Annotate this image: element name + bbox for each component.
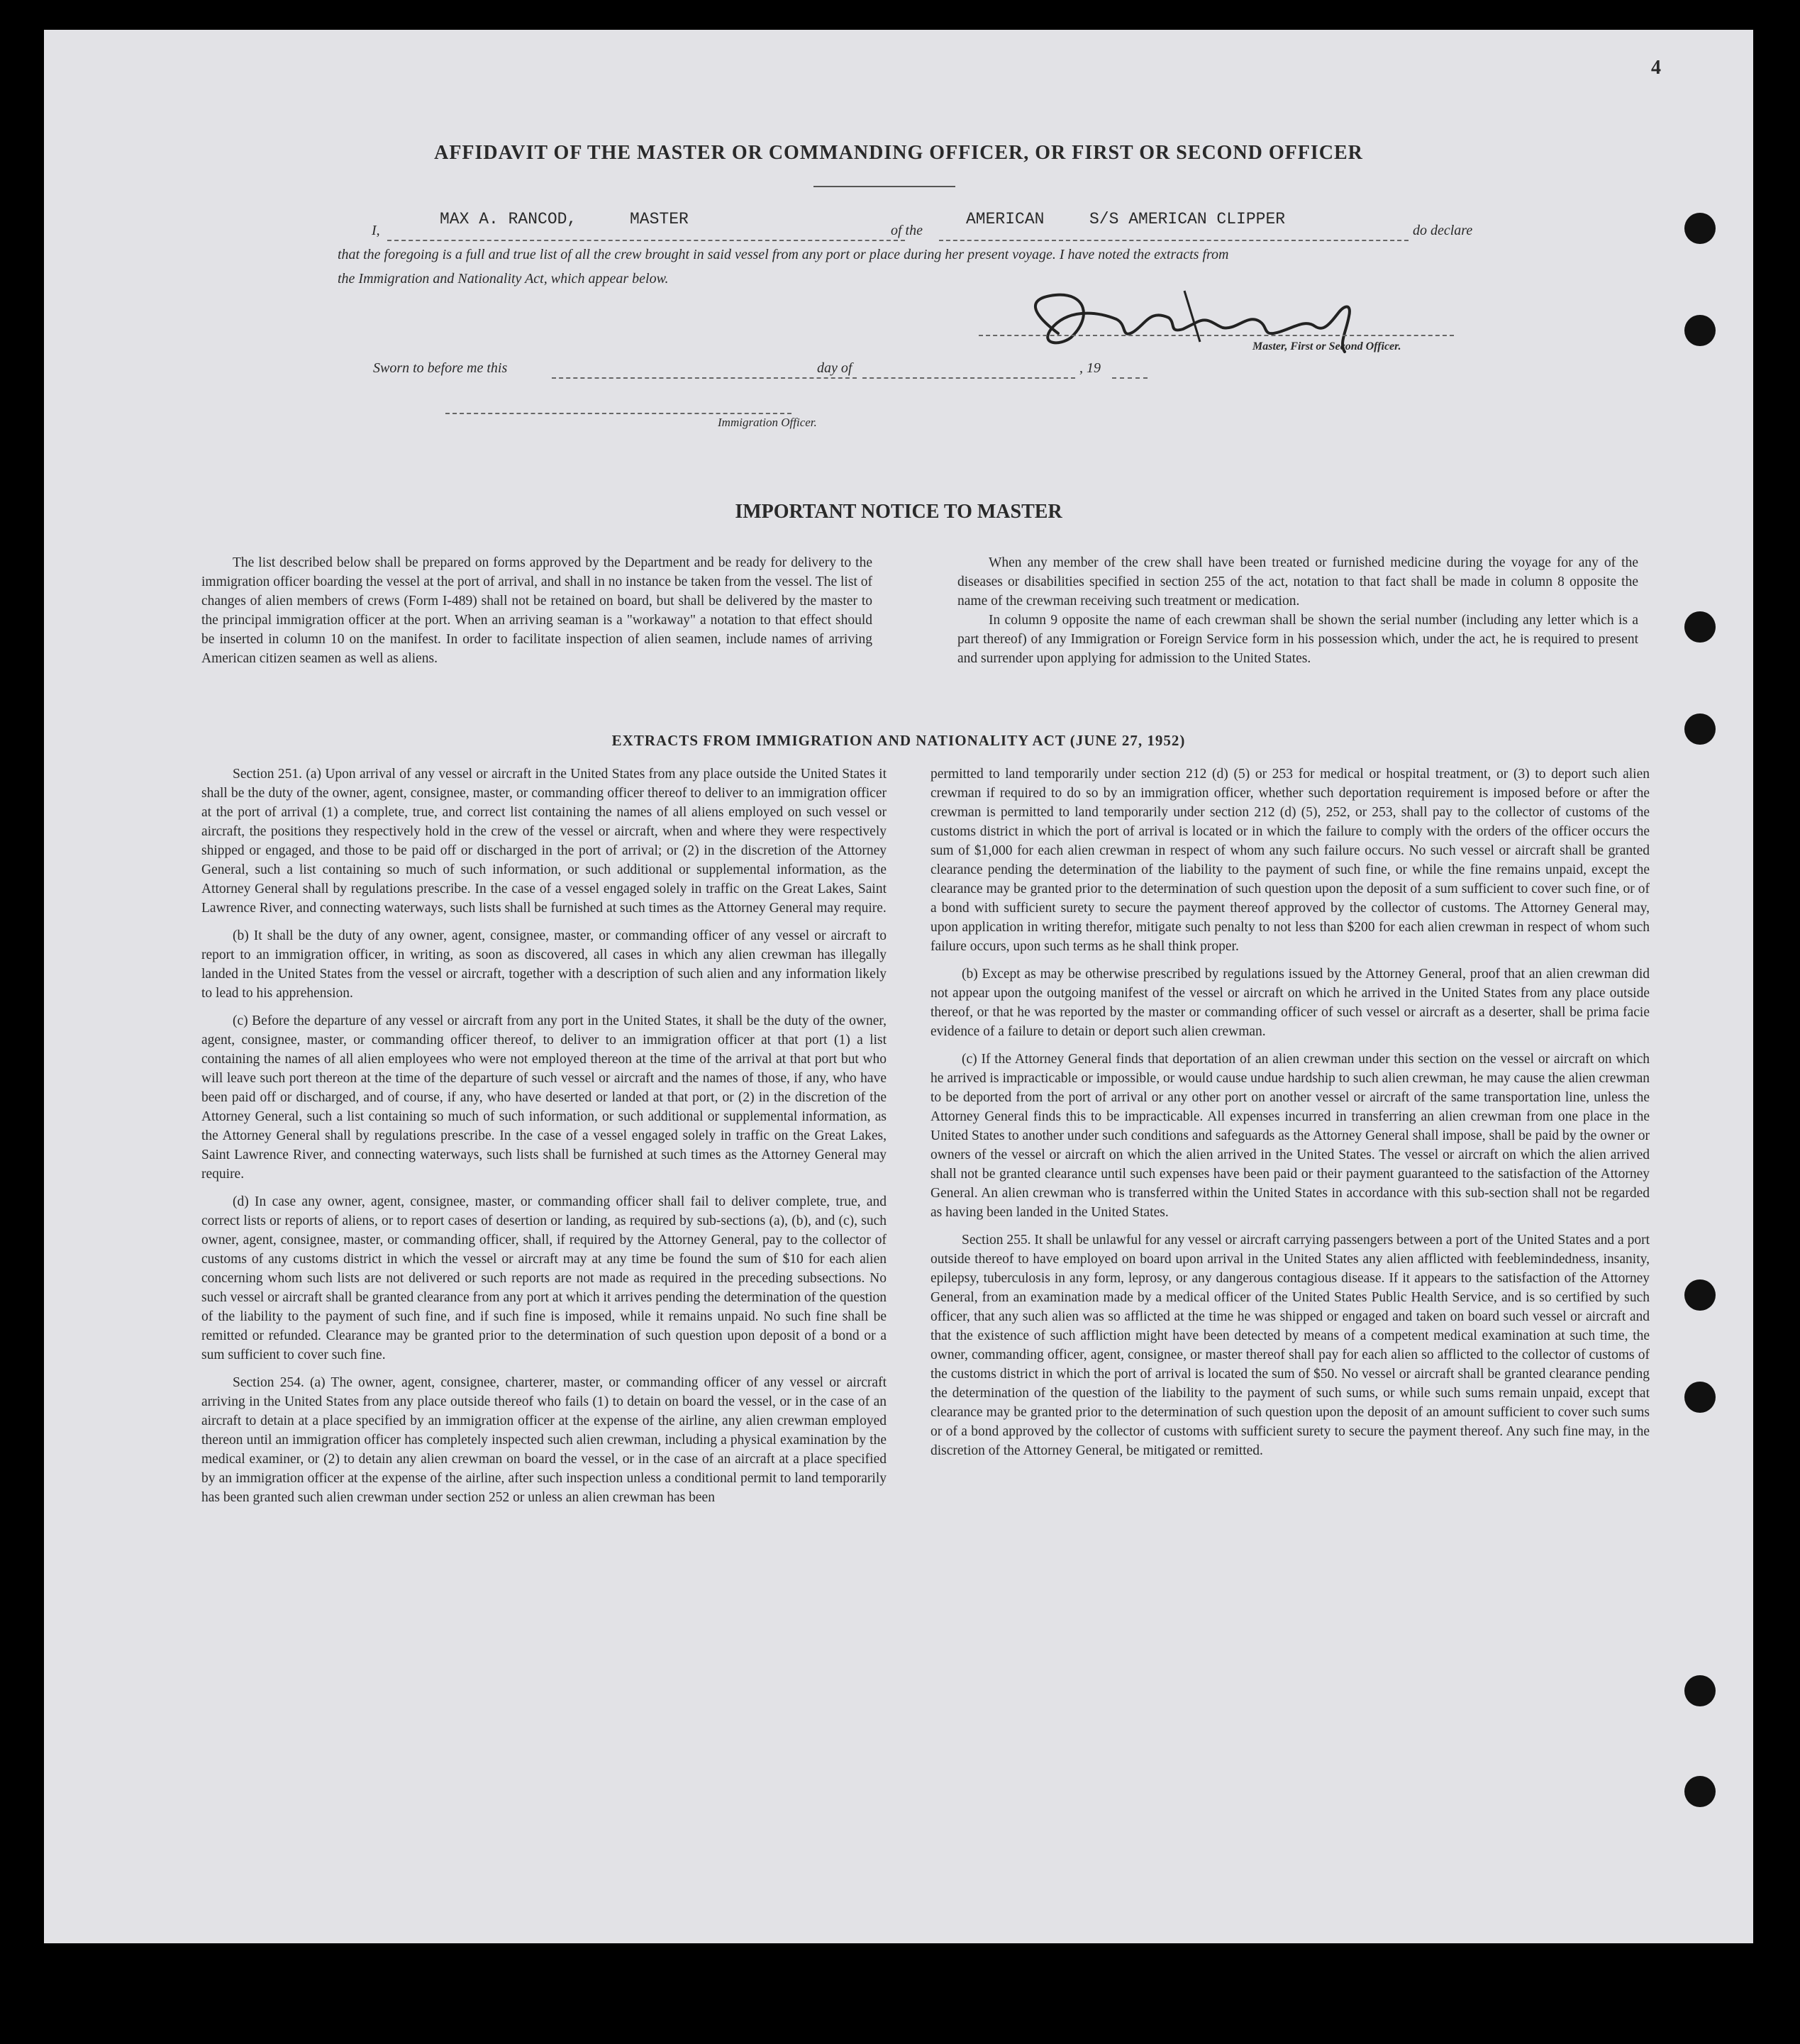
signature-caption: Master, First or Second Officer.: [1252, 340, 1401, 352]
punch-hole: [1684, 213, 1716, 244]
punch-hole: [1684, 611, 1716, 643]
sworn-month-line: [862, 377, 1075, 379]
section-254b: (b) Except as may be otherwise prescribed by regulations issued by the Attorney General, proof that an alien crewman did not appear upon the outgoing manifest of the vessel or aircraft on which he arrived in the United States from any place outside thereof, or that he was reported by the master or commanding officer of such vessel or aircraft as a deserter, shall be prima facie evidence of a failure to detain or deport such alien crewman.: [930, 967, 1650, 1039]
extracts-heading: EXTRACTS FROM IMMIGRATION AND NATIONALITY ACT (JUNE 27, 1952): [611, 732, 1186, 749]
corner-page-mark: 4: [1651, 57, 1661, 79]
notice-right-column: [957, 553, 1638, 677]
do-declare-label: do declare: [1413, 223, 1473, 238]
master-signature: [1009, 268, 1406, 374]
declaration-line-1: that the foregoing is a full and true list of all the crew brought in said vessel from any port or place during her present voyage. I have noted the extracts from: [338, 247, 1229, 262]
sworn-year-line: [1112, 377, 1148, 379]
section-251c: (c) Before the departure of any vessel or aircraft from any port in the United States, it shall be the duty of the owner, agent, consignee, master, or commanding officer thereof, to deliver to an immigration officer at that port (1) a list containing the names of all alien employees who were not employed thereon at the time of the arrival at that port but who will leave such port thereon at the time of the departure of such vessel or aircraft and the names of those, if any, who have been paid off or discharged, and of course, if any, who have deserted or landed at that port, or (2) in the discretion of the Attorney General, such a list containing so much of such information, or such additional or supplemental information, as the Attorney General shall by regulations prescribe. In the case of a vessel engaged solely in traffic on the Great Lakes, Saint Lawrence River, and connecting waterways, such lists shall be furnished at such times as the Attorney General may require.: [201, 1013, 887, 1182]
master-rank-field: MASTER: [630, 210, 689, 228]
section-251a: Section 251. (a) Upon arrival of any vessel or aircraft in the United States from any place outside the United States it shall be the duty of the owner, agent, consignee, master, or commanding officer thereof to deliver to an immigration officer at the port of arrival (1) a complete, true, and correct list containing the names of all aliens employed on such vessel or aircraft, the positions they respectively hold in the crew of the vessel or aircraft, when and where they were respectively shipped or engaged, and those to be paid off or discharged in the port of arrival; or (2) in the discretion of the Attorney General, such a list containing so much of such information, or such additional or supplemental information, as the Attorney General shall by regulations prescribe. In the case of a vessel engaged solely in traffic on the Great Lakes, Saint Lawrence River, and connecting waterways, such lists shall be furnished at such times as the Attorney General may require.: [201, 767, 887, 916]
title-divider: [813, 186, 955, 187]
punch-hole: [1684, 1776, 1716, 1807]
punch-hole: [1684, 1675, 1716, 1706]
vessel-name-field: S/S AMERICAN CLIPPER: [1089, 210, 1286, 228]
punch-hole: [1684, 1382, 1716, 1413]
notice-left-column: [201, 553, 872, 677]
signature-line: [979, 335, 1454, 336]
sworn-label: Sworn to before me this: [373, 360, 508, 376]
section-254a-continued: permitted to land temporarily under section 212 (d) (5) or 253 for medical or hospital treatment, or (3) to deport such alien crewman if required to do so by an immigration officer, whether such deportation requirement is imposed before or after the crewman is permitted to land temporarily under section 212 (d) (5), 252, or 253, shall pay to the collector of customs of the customs district in which the port of arrival is located or in which the failure to comply with the orders of the officer occurs the sum of $1,000 for each alien crewman in respect of whom any such failure occurs. No such vessel or aircraft shall be granted clearance pending the determination of the liability to the payment of such fine, or while the fine remains unpaid, except the clearance may be granted prior to the determination of such question upon the deposit of a sum sufficient to cover such fine, or of a bond with sufficient surety to secure the payment thereof approved by the collector of customs. The Attorney General may, upon application in writing therefor, mitigate such penalty to not less than $200 for each alien crewman in respect of whom such failure occurs, upon such terms as he shall think proper.: [930, 767, 1650, 954]
extracts-right-column: [930, 765, 1650, 1469]
master-name-field: MAX A. RANCOD,: [440, 210, 577, 228]
vessel-line: [939, 240, 1409, 241]
notice-right-paragraph-1: When any member of the crew shall have been treated or furnished medicine during the voyage for any of the diseases or disabilities specified in section 255 of the act, notation to that fact shall be made in column 8 opposite the name of the crewman receiving such treatment or medication.: [957, 555, 1638, 609]
master-name-line: [387, 240, 905, 241]
section-254a: Section 254. (a) The owner, agent, consignee, charterer, master, or commanding officer of any vessel or aircraft arriving in the United States from any place outside thereof who fails (1) to detain on board the vessel, or in the case of an aircraft to detain at a place specified by an immigration officer at the expense of the airline, any alien crewman employed thereon until an immigration officer has completely inspected such alien crewman, including a physical examination by the medical examiner, or (2) to detain any alien crewman on board the vessel, or in the case of an aircraft at a place specified by an immigration officer at the expense of the airline, after such inspection unless a conditional permit to land temporarily has been granted such alien crewman under section 252 or unless an alien crewman has been: [201, 1375, 887, 1505]
section-255: Section 255. It shall be unlawful for any vessel or aircraft carrying passengers between a port of the United States and a port outside thereof to have employed on board upon arrival in the United States any alien afflicted with feeblemindedness, insanity, epilepsy, tuberculosis in any form, leprosy, or any dangerous contagious disease. If it appears to the satisfaction of the Attorney General, from an examination made by a medical officer of the United States Public Health Service, and is so certified by such officer, that any such alien was so afflicted at the time he was shipped or engaged and taken on board such vessel or aircraft and that the existence of such affliction might have been detected by means of a competent medical examination at such time, the owner, commanding officer, agent, consignee, or master thereof shall pay for each alien so afflicted to the collector of customs of the customs district in which the port of arrival is located the sum of $50. No vessel or aircraft shall be granted clearance pending the determination of the question of the liability to the payment of such sums, or while such sums remain unpaid, except that clearance may be granted prior to the determination of such question upon the deposit of an amount sufficient to cover such sums or of a bond approved by the collector of customs with sufficient surety to secure the payment thereof. Any such fine may, in the discretion of the Attorney General, be mitigated or remitted.: [930, 1233, 1650, 1458]
section-251b: (b) It shall be the duty of any owner, agent, consignee, master, or commanding officer of any vessel or aircraft to report to an immigration officer, in writing, as soon as discovered, all cases in which any alien crewman has illegally landed in the United States from the vessel or aircraft, together with a description of such alien and any information likely to lead to his apprehension.: [201, 928, 887, 1001]
declaration-line-2: the Immigration and Nationality Act, which appear below.: [338, 271, 669, 287]
nationality-field: AMERICAN: [966, 210, 1045, 228]
affidavit-title: AFFIDAVIT OF THE MASTER OR COMMANDING OFFICER, OR FIRST OR SECOND OFFICER: [434, 142, 1363, 164]
notice-right-paragraph-2: In column 9 opposite the name of each crewman shall be shown the serial number (including any letter which is a part thereof) of any Immigration or Foreign Service form in his possession which, under the act, he is required to present and surrender upon applying for admission to the United States.: [957, 613, 1638, 666]
notice-left-paragraph: The list described below shall be prepared on forms approved by the Department and be ready for delivery to the immigration officer boarding the vessel at the port of arrival, and shall in no instance be taken from the vessel. The list of changes of alien members of crews (Form I-489) shall not be retained on board, but shall be delivered by the master to the principal immigration officer at the port. When an arriving seaman is a "workaway" a notation to that effect should be inserted in column 10 on the manifest. In order to facilitate inspection of alien seamen, include names of arriving American citizen seamen as well as aliens.: [201, 555, 872, 666]
punch-hole: [1684, 713, 1716, 745]
sworn-day-line: [552, 377, 857, 379]
punch-hole: [1684, 315, 1716, 346]
extracts-left-column: [201, 765, 887, 1516]
i-label: I,: [372, 223, 380, 238]
punch-hole: [1684, 1279, 1716, 1311]
officer-signature-line: [445, 413, 791, 414]
day-of-label: day of: [817, 360, 852, 376]
notice-heading: IMPORTANT NOTICE TO MASTER: [735, 501, 1062, 523]
section-254c: (c) If the Attorney General finds that deportation of an alien crewman under this section on the vessel or aircraft on which he arrived is impracticable or impossible, or would cause undue hardship to such alien crewman, he may cause the alien crewman to be deported from the port of arrival or any other port on another vessel or aircraft of the same transportation line, unless the Attorney General finds this to be impracticable. All expenses incurred in transferring an alien crewman from one place in the United States to another under such conditions and safeguards as the Attorney General shall impose, shall be paid by the owner or owners of the vessel or aircraft on which the alien arrived in the United States. The vessel or aircraft on which the alien arrived shall not be granted clearance until such expenses have been paid or their payment guaranteed to the satisfaction of the Attorney General. An alien crewman who is transferred within the United States in accordance with this sub-section shall not be regarded as having been landed in the United States.: [930, 1052, 1650, 1220]
of-the-label: of the: [891, 223, 923, 238]
document-page: [44, 30, 1753, 1943]
officer-caption: Immigration Officer.: [718, 416, 817, 429]
year-label: , 19: [1079, 360, 1101, 376]
section-251d: (d) In case any owner, agent, consignee, master, or commanding officer shall fail to deliver complete, true, and correct lists or reports of aliens, or to report cases of desertion or landing, as required by sub-sections (a), (b), and (c), such owner, agent, consignee, master, or commanding officer, shall, if required by the Attorney General, pay to the collector of customs of any customs district in which the vessel or aircraft may at any time be found the sum of $10 for each alien concerning whom such lists are not delivered or such reports are not made as required in the preceding subsections. No such vessel or aircraft shall be granted clearance from any port at which it arrives pending the determination of the question of the liability to the payment of such fine, and if such fine is imposed, while it remains unpaid. No such fine shall be remitted or refunded. Clearance may be granted prior to the determination of such question upon deposit of a bond or a sum sufficient to cover such fine.: [201, 1194, 887, 1362]
